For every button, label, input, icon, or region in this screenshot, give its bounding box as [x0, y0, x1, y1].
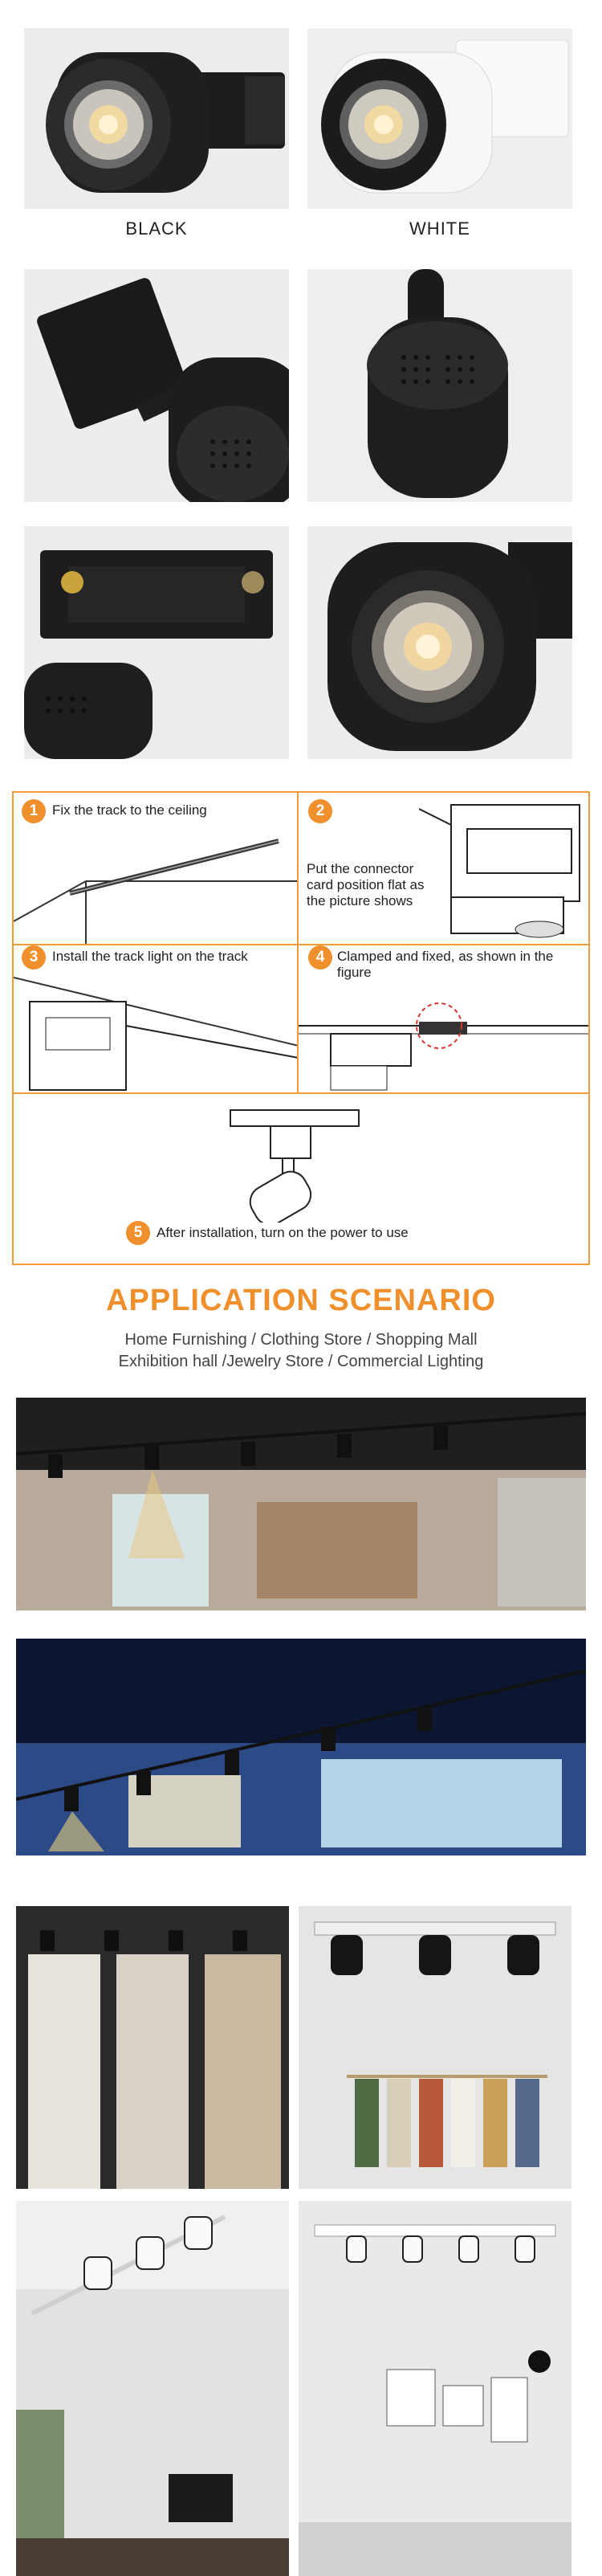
step-5-text: After installation, turn on the power to use	[157, 1225, 409, 1240]
scene-clothing-photo	[299, 1906, 571, 2189]
wall-panels-scene-icon	[16, 1906, 289, 2189]
scene-exhibition-photo	[16, 1639, 586, 1855]
clamp-detail-icon	[299, 986, 588, 1094]
install-step-4	[299, 945, 588, 1094]
track-light-side-icon	[24, 269, 289, 502]
track-light-top-icon	[307, 269, 572, 502]
step-3-text: Install the track light on the track	[52, 949, 248, 964]
scene-living-room-photo	[16, 2201, 289, 2576]
shoe-store-scene-icon	[16, 1398, 586, 1611]
track-light-lens-icon	[307, 526, 572, 759]
application-line-2: Exhibition hall /Jewelry Store / Commercial Lighting	[118, 1353, 484, 1370]
white-fixture-photo	[307, 28, 572, 209]
black-caption: BLACK	[125, 218, 188, 239]
step-4-badge: 4	[308, 945, 332, 970]
black-fixture-photo	[24, 28, 289, 209]
step-5-badge: 5	[126, 1221, 150, 1245]
ceiling-track-icon	[14, 833, 299, 945]
adapter-photo	[24, 526, 289, 759]
install-step-1	[14, 793, 299, 945]
front-lens-photo	[307, 526, 572, 759]
side-view-photo	[24, 269, 289, 502]
white-caption: WHITE	[409, 218, 470, 239]
install-step-2	[299, 793, 588, 945]
scene-white-room-photo	[299, 2201, 571, 2576]
black-track-light-icon	[24, 28, 289, 209]
connector-card-icon	[419, 793, 588, 945]
step-1-text: Fix the track to the ceiling	[52, 802, 207, 818]
step-2-badge: 2	[308, 799, 332, 823]
exhibition-scene-icon	[16, 1639, 586, 1855]
track-adapter-icon	[24, 526, 289, 759]
clothing-store-scene-icon	[299, 1906, 571, 2189]
finished-track-light-icon	[222, 1102, 367, 1223]
install-step-5	[14, 1094, 588, 1264]
white-track-light-icon	[307, 28, 572, 209]
living-room-scene-icon	[16, 2201, 289, 2576]
application-title: APPLICATION SCENARIO	[106, 1284, 496, 1317]
installation-panel	[12, 791, 590, 1265]
step-1-badge: 1	[22, 799, 46, 823]
top-view-photo	[307, 269, 572, 502]
install-track-light-icon	[14, 970, 299, 1094]
white-room-scene-icon	[299, 2201, 571, 2576]
step-2-text: Put the connector card position flat as the picture shows	[307, 861, 425, 908]
scene-panels-photo	[16, 1906, 289, 2189]
install-step-3	[14, 945, 299, 1094]
step-3-badge: 3	[22, 945, 46, 970]
scene-shoe-store-photo	[16, 1398, 586, 1611]
application-line-1: Home Furnishing / Clothing Store / Shopping Mall	[124, 1331, 478, 1349]
step-4-text: Clamped and fixed, as shown in the figure	[337, 949, 554, 980]
